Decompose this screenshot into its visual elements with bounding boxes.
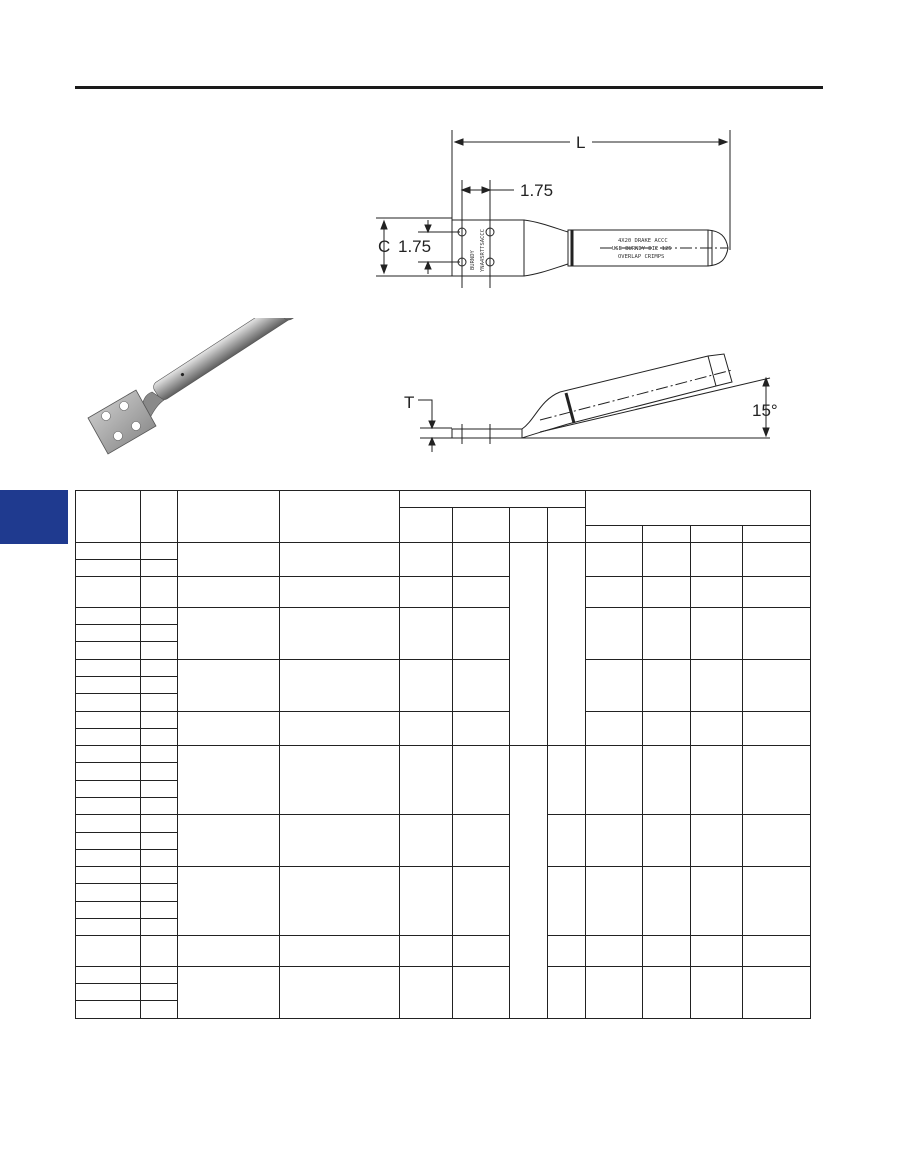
table-cell xyxy=(178,867,280,936)
table-cell xyxy=(76,849,141,866)
table-cell xyxy=(76,936,141,967)
table-cell xyxy=(691,607,743,659)
table-cell xyxy=(691,867,743,936)
table-cell xyxy=(743,577,811,608)
table-row xyxy=(76,867,811,884)
table-cell xyxy=(76,884,141,901)
table-cell xyxy=(586,867,643,936)
table-cell xyxy=(643,867,691,936)
table-cell xyxy=(400,491,586,508)
table-cell xyxy=(743,525,811,542)
thickness-label: T xyxy=(404,393,415,412)
table-cell xyxy=(400,508,453,543)
table-cell xyxy=(691,542,743,577)
table-cell xyxy=(586,491,811,526)
table-cell xyxy=(76,780,141,797)
table-cell xyxy=(548,815,586,867)
table-cell xyxy=(280,491,400,543)
table-cell xyxy=(280,966,400,1018)
table-cell xyxy=(643,659,691,711)
table-cell xyxy=(691,577,743,608)
table-cell xyxy=(76,625,141,642)
table-row xyxy=(76,659,811,676)
table-cell xyxy=(453,508,510,543)
table-row xyxy=(76,966,811,983)
table-cell xyxy=(453,711,510,746)
table-cell xyxy=(280,815,400,867)
barrel-text-2: USE BURNDY DIE 125 xyxy=(612,246,672,252)
table-cell xyxy=(141,815,178,832)
table-cell xyxy=(743,542,811,577)
table-cell xyxy=(76,1001,141,1019)
table-cell xyxy=(141,763,178,780)
table-cell xyxy=(643,525,691,542)
table-cell xyxy=(178,491,280,543)
table-cell xyxy=(643,711,691,746)
table-cell xyxy=(76,677,141,694)
table-row xyxy=(76,815,811,832)
table-cell xyxy=(76,867,141,884)
length-label: L xyxy=(576,133,586,152)
table-cell xyxy=(548,966,586,1018)
table-cell xyxy=(548,936,586,967)
table-cell xyxy=(76,966,141,983)
table-cell xyxy=(691,746,743,815)
table-cell xyxy=(141,966,178,983)
table-cell xyxy=(141,542,178,559)
table-cell xyxy=(548,542,586,745)
table-cell xyxy=(586,607,643,659)
table-cell xyxy=(643,746,691,815)
angle-label: 15° xyxy=(752,401,778,420)
table-cell xyxy=(586,525,643,542)
table-cell xyxy=(141,577,178,608)
table-cell xyxy=(178,659,280,711)
table-cell xyxy=(178,936,280,967)
table-row xyxy=(76,936,811,967)
table-cell xyxy=(141,677,178,694)
table-row xyxy=(76,577,811,608)
table-cell xyxy=(453,659,510,711)
table-cell xyxy=(586,577,643,608)
lug-top-view xyxy=(452,220,728,276)
table-cell xyxy=(141,867,178,884)
table-cell xyxy=(510,746,548,1019)
table-cell xyxy=(548,867,586,936)
table-cell xyxy=(141,918,178,935)
table-cell xyxy=(643,542,691,577)
table-cell xyxy=(586,711,643,746)
table-cell xyxy=(510,542,548,745)
table-cell xyxy=(586,936,643,967)
table-cell xyxy=(141,625,178,642)
table-cell xyxy=(76,901,141,918)
table-cell xyxy=(400,542,453,577)
table-cell xyxy=(453,542,510,577)
table-cell xyxy=(76,491,141,543)
table-cell xyxy=(453,867,510,936)
table-cell xyxy=(400,815,453,867)
table-cell xyxy=(586,542,643,577)
table-cell xyxy=(141,1001,178,1019)
vertical-spacing-label: 1.75 xyxy=(398,237,432,256)
table-cell xyxy=(76,607,141,624)
table-cell xyxy=(280,936,400,967)
table-cell xyxy=(141,728,178,745)
table-cell xyxy=(280,746,400,815)
table-cell xyxy=(453,607,510,659)
table-cell xyxy=(141,659,178,676)
lug-side-view xyxy=(418,354,770,452)
product-photo xyxy=(80,318,310,458)
table-cell xyxy=(178,607,280,659)
table-cell xyxy=(743,936,811,967)
table-cell xyxy=(743,815,811,867)
table-cell xyxy=(141,607,178,624)
table-cell xyxy=(76,918,141,935)
table-cell xyxy=(76,746,141,763)
table-cell xyxy=(691,936,743,967)
table-cell xyxy=(400,577,453,608)
table-cell xyxy=(400,607,453,659)
table-cell xyxy=(400,746,453,815)
table-cell xyxy=(586,746,643,815)
table-row xyxy=(76,491,811,508)
table-cell xyxy=(453,936,510,967)
barrel-text-1: 4X20 DRAKE ACCC xyxy=(618,238,668,244)
table-row xyxy=(76,607,811,624)
table-cell xyxy=(453,966,510,1018)
table-cell xyxy=(141,642,178,659)
table-cell xyxy=(691,659,743,711)
table-cell xyxy=(141,884,178,901)
table-cell xyxy=(141,491,178,543)
pad-text-part: YNA45RTTSACCC xyxy=(480,228,486,272)
table-cell xyxy=(141,694,178,711)
table-cell xyxy=(141,832,178,849)
table-cell xyxy=(76,560,141,577)
table-cell xyxy=(280,711,400,746)
table-cell xyxy=(643,607,691,659)
table-cell xyxy=(280,542,400,577)
table-cell xyxy=(643,936,691,967)
table-cell xyxy=(141,746,178,763)
table-cell xyxy=(691,966,743,1018)
table-cell xyxy=(76,642,141,659)
table-cell xyxy=(400,659,453,711)
table-cell xyxy=(76,694,141,711)
table-cell xyxy=(280,659,400,711)
table-cell xyxy=(586,659,643,711)
table-cell xyxy=(643,966,691,1018)
table-cell xyxy=(400,936,453,967)
table-cell xyxy=(280,577,400,608)
table-row xyxy=(76,542,811,559)
table-cell xyxy=(548,508,586,543)
table-cell xyxy=(178,746,280,815)
table-cell xyxy=(76,577,141,608)
table-cell xyxy=(453,815,510,867)
table-cell xyxy=(743,746,811,815)
table-cell xyxy=(743,966,811,1018)
table-cell xyxy=(178,966,280,1018)
table-cell xyxy=(141,849,178,866)
table-cell xyxy=(400,867,453,936)
table-cell xyxy=(280,607,400,659)
table-cell xyxy=(141,780,178,797)
table-cell xyxy=(743,867,811,936)
table-cell xyxy=(76,815,141,832)
table-cell xyxy=(643,577,691,608)
table-cell xyxy=(643,815,691,867)
section-tab xyxy=(0,490,68,544)
table-cell xyxy=(141,711,178,728)
table-cell xyxy=(76,984,141,1001)
table-cell xyxy=(76,711,141,728)
table-cell xyxy=(76,728,141,745)
table-cell xyxy=(76,763,141,780)
table-cell xyxy=(586,815,643,867)
table-cell xyxy=(141,984,178,1001)
table-cell xyxy=(548,746,586,815)
table-cell xyxy=(510,508,548,543)
table-cell xyxy=(76,659,141,676)
table-cell xyxy=(743,711,811,746)
table-cell xyxy=(141,936,178,967)
table-row xyxy=(76,746,811,763)
table-cell xyxy=(691,711,743,746)
table-cell xyxy=(76,832,141,849)
table-cell xyxy=(141,901,178,918)
table-cell xyxy=(76,798,141,815)
barrel-text-3: OVERLAP CRIMPS xyxy=(618,254,665,260)
table-cell xyxy=(178,711,280,746)
table-cell xyxy=(586,966,643,1018)
table-cell xyxy=(743,607,811,659)
table-cell xyxy=(141,798,178,815)
table-cell xyxy=(178,577,280,608)
spec-table xyxy=(75,490,811,1019)
table-cell xyxy=(453,577,510,608)
table-cell xyxy=(453,746,510,815)
table-cell xyxy=(280,867,400,936)
table-cell xyxy=(400,711,453,746)
table-cell xyxy=(178,542,280,577)
pad-text-brand: BURNDY xyxy=(470,250,476,270)
table-cell xyxy=(141,560,178,577)
table-row xyxy=(76,711,811,728)
hole-spacing-dimension xyxy=(462,180,514,288)
table-cell xyxy=(178,815,280,867)
table-cell xyxy=(400,966,453,1018)
table-cell xyxy=(743,659,811,711)
width-label: C xyxy=(378,237,391,256)
hole-spacing-label: 1.75 xyxy=(520,181,554,200)
table-cell xyxy=(691,525,743,542)
table-cell xyxy=(76,542,141,559)
table-cell xyxy=(691,815,743,867)
